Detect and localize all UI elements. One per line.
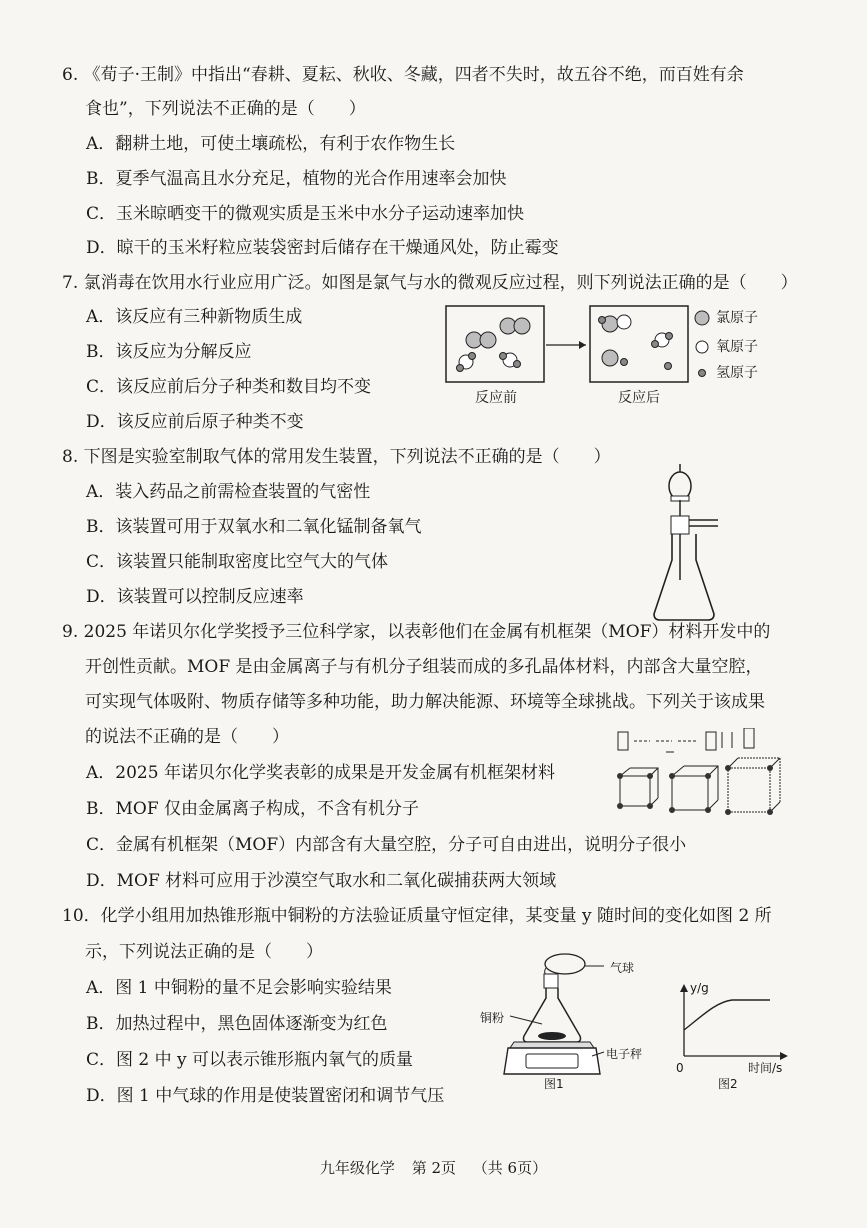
q7-option-d: D．该反应前后原子种类不变 (86, 412, 304, 432)
q8-option-b: B．该装置可用于双氧水和二氧化锰制备氧气 (86, 517, 422, 537)
q10-figure2-graph (672, 972, 802, 1090)
q9-stem-line3: 可实现气体吸附、物质存储等多种功能，助力解决能源、环境等全球挑战。下列关于该成果 (85, 692, 765, 712)
q10-figure1 (480, 944, 650, 1094)
q10-option-b: B．加热过程中，黑色固体逐渐变为红色 (86, 1014, 388, 1034)
q6-option-a: A．翻耕土地，可使土壤疏松，有利于农作物生长 (86, 134, 456, 154)
q8-option-c: C．该装置只能制取密度比空气大的气体 (86, 552, 389, 572)
y-axis-label: y/g (690, 981, 709, 995)
q7-option-b: B．该反应为分解反应 (86, 342, 252, 362)
q6-option-c: C．玉米晾晒变干的微观实质是玉米中水分子运动速率加快 (86, 204, 525, 224)
footer-page: 第 2页 (411, 1159, 456, 1177)
q6-option-b: B．夏季气温高且水分充足，植物的光合作用速率会加快 (86, 169, 507, 189)
figure1-caption: 图1 (544, 1077, 564, 1091)
copper-label: 铜粉 (480, 1011, 505, 1025)
x-axis-label: 时间/s (748, 1061, 783, 1075)
q7-stem-line1: 7. 氯消毒在饮用水行业应用广泛。如图是氯气与水的微观反应过程，则下列说法正确的是（ ） (62, 273, 798, 293)
q10-option-d: D．图 1 中气球的作用是使装置密闭和调节气压 (86, 1086, 445, 1106)
q8-option-d: D．该装置可以控制反应速率 (86, 587, 304, 607)
q7-option-a: A．该反应有三种新物质生成 (86, 307, 303, 327)
balloon-label: 气球 (610, 961, 635, 975)
mof-framework-icon (610, 728, 785, 818)
q9-option-c: C．金属有机框架（MOF）内部含有大量空腔，分子可自由进出，说明分子很小 (86, 835, 687, 855)
gas-generator-apparatus (640, 460, 740, 625)
footer-total: （共 6页） (472, 1159, 548, 1177)
q10-stem-line2: 示，下列说法正确的是（ ） (85, 942, 323, 962)
q9-option-d: D．MOF 材料可应用于沙漠空气取水和二氧化碳捕获两大领域 (86, 871, 557, 891)
q9-stem-line4: 的说法不正确的是（ ） (85, 727, 289, 747)
flask-with-funnel-icon (640, 460, 740, 625)
q10-option-a: A．图 1 中铜粉的量不足会影响实验结果 (86, 978, 392, 998)
legend-oxygen: 氧原子 (716, 339, 758, 355)
q6-stem-line2: 食也”，下列说法不正确的是（ ） (85, 99, 366, 119)
legend-chlorine: 氯原子 (716, 310, 758, 326)
q9-stem-line2: 开创性贡献。MOF 是由金属离子与有机分子组装而成的多孔晶体材料，内部含大量空腔， (85, 657, 763, 677)
scale-label: 电子秤 (606, 1047, 643, 1061)
origin-label: 0 (676, 1061, 684, 1075)
page-footer (0, 1157, 867, 1178)
q8-option-a: A．装入药品之前需检查装置的气密性 (86, 482, 371, 502)
mof-structure-figure (610, 728, 785, 818)
q8-stem-line1: 8. 下图是实验室制取气体的常用发生装置，下列说法不正确的是（ ） (62, 447, 611, 467)
q10-option-c: C．图 2 中 y 可以表示锥形瓶内氧气的质量 (86, 1050, 414, 1070)
q9-option-a: A．2025 年诺贝尔化学奖表彰的成果是开发金属有机框架材料 (86, 763, 555, 783)
q7-reaction-figure (440, 300, 780, 410)
after-label: 反应后 (618, 390, 660, 406)
before-label: 反应前 (475, 390, 517, 406)
q10-stem-line1: 10．化学小组用加热锥形瓶中铜粉的方法验证质量守恒定律，某变量 y 随时间的变化如图 2 所 (62, 906, 772, 926)
legend-hydrogen: 氢原子 (716, 365, 758, 381)
q7-option-c: C．该反应前后分子种类和数目均不变 (86, 377, 372, 397)
q6-stem-line1: 6. 《荀子·王制》中指出“春耕、夏耘、秋收、冬藏，四者不失时，故五谷不绝，而百姓有余 (62, 65, 744, 85)
q6-option-d: D．晾干的玉米籽粒应装袋密封后储存在干燥通风处，防止霉变 (86, 238, 559, 258)
footer-subject: 九年级化学 (319, 1159, 395, 1177)
q9-stem-line1: 9. 2025 年诺贝尔化学奖授予三位科学家，以表彰他们在金属有机框架（MOF）材料开发中的 (62, 622, 771, 642)
q9-option-b: B．MOF 仅由金属离子构成，不含有机分子 (86, 799, 420, 819)
figure2-caption: 图2 (718, 1077, 738, 1091)
